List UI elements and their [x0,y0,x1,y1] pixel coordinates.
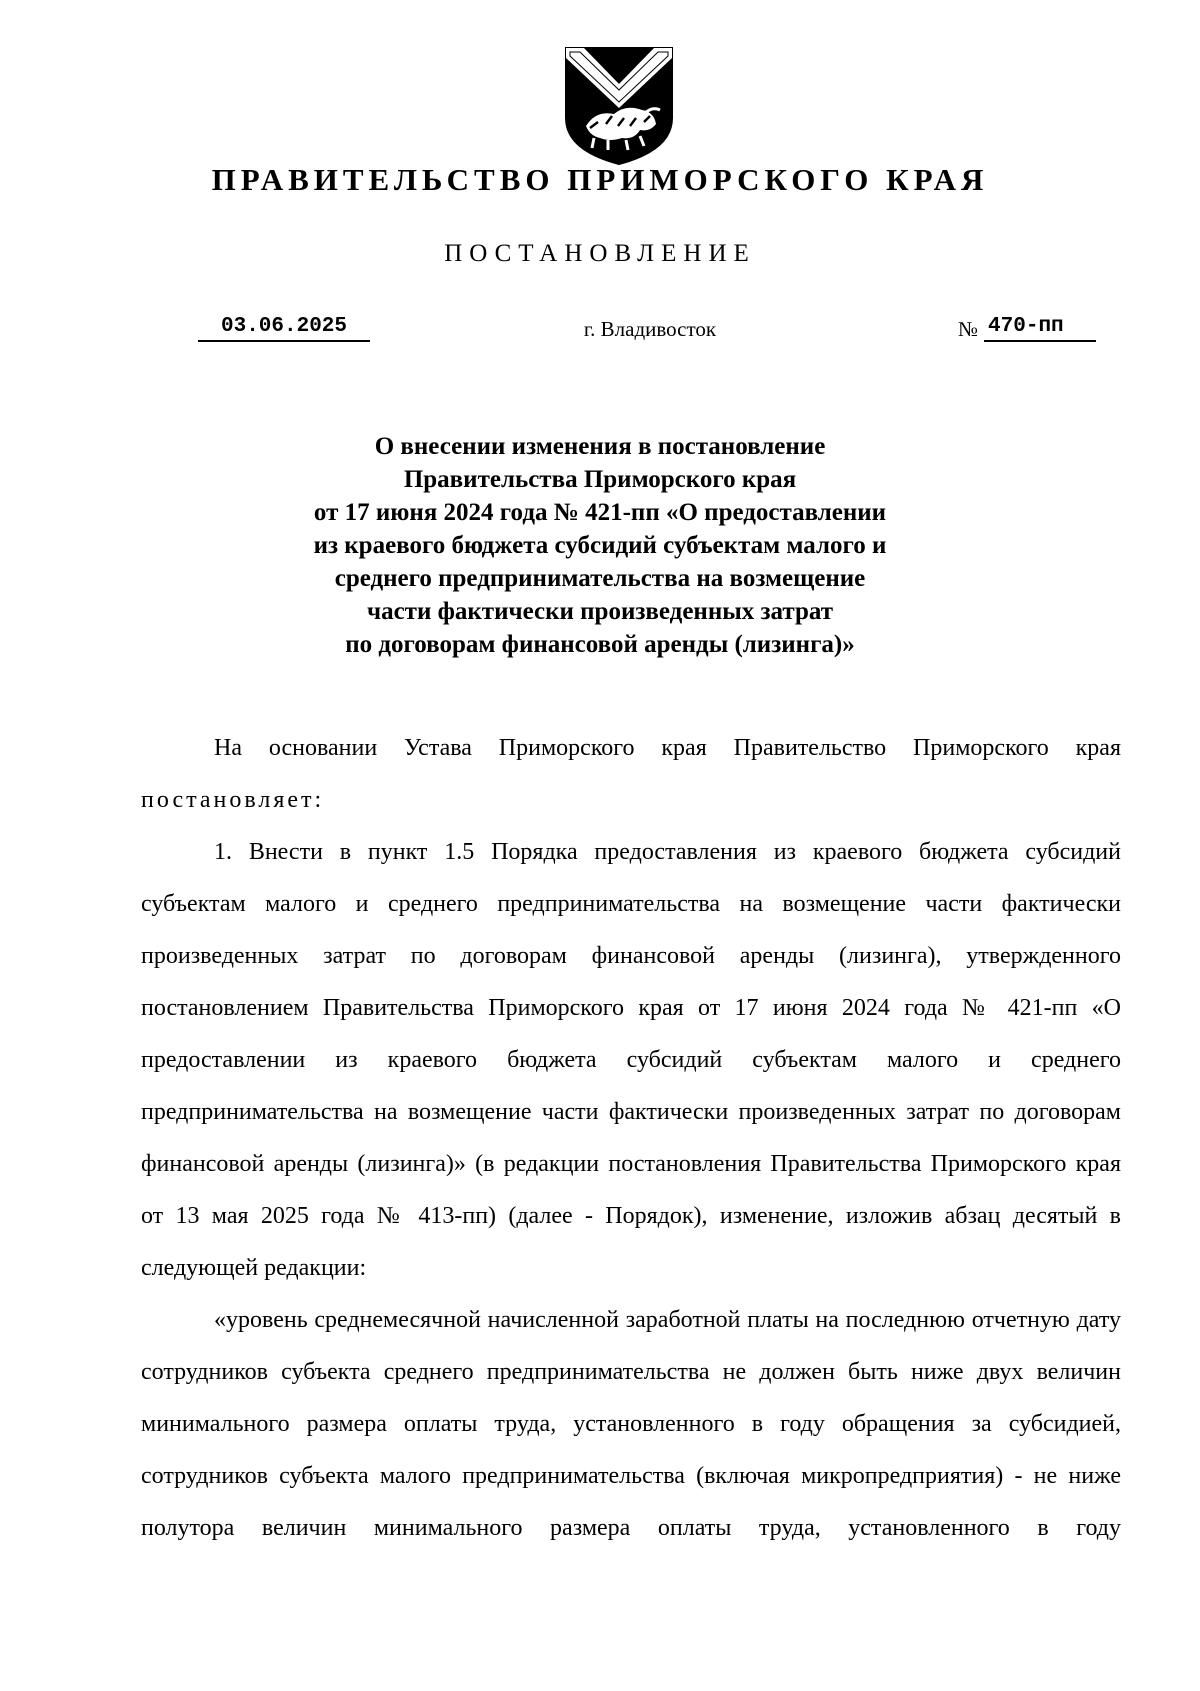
document-type: ПОСТАНОВЛЕНИЕ [444,240,756,267]
number-value: 470-пп [984,314,1096,342]
title-line: О внесении изменения в постановление [374,433,826,460]
preamble-verb: постановляет: [141,787,325,813]
preamble-text: На основании Устава Приморского края Правительство Приморского края [214,735,1121,761]
number-sign: № [958,317,979,341]
document-city: г. Владивосток [583,317,717,341]
document-date: 03.06.2025 [198,314,370,342]
quoted-text-paragraph: «уровень среднемесячной начисленной заработной платы на последнюю отчетную дату сотрудников субъекта среднего предпринимательства не должен быть ниже двух величин минимального размера оплаты труда, установленного в году обращения за субсидией, сотрудников субъекта малого предпринимательства (включая микропредприятия) - не ниже полутора величин минимального размера оплаты труда, установленного в году [141,1307,1121,1541]
title-line: из краевого бюджета субсидий субъектам малого и [313,532,887,559]
organization-name: ПРАВИТЕЛЬСТВО ПРИМОРСКОГО КРАЯ [211,162,989,197]
document-number [958,314,1096,342]
preamble-paragraph [141,722,1121,826]
title-line: Правительства Приморского края [403,466,797,493]
title-line: среднего предпринимательства на возмещение [334,565,866,592]
title-line: части фактически произведенных затрат [366,598,834,625]
primorsky-coat-of-arms-icon [560,44,678,166]
title-line: от 17 июня 2024 года № 421-пп «О предоставлении [313,499,887,526]
document-body [141,722,1121,1554]
item-1-paragraph: 1. Внести в пункт 1.5 Порядка предоставления из краевого бюджета субсидий субъектам малого и среднего предпринимательства на возмещение части фактически произведенных затрат по договорам финансовой аренды (лизинга), утвержденного постановлением Правительства Приморского края от 17 июня 2024 года № 421-пп «О предоставлении из краевого бюджета субсидий субъектам малого и среднего предпринимательства на возмещение части фактически произведенных затрат по договорам финансовой аренды (лизинга)» (в редакции постановления Правительства Приморского края от 13 мая 2025 года № 413-пп) (далее - Порядок), изменение, изложив абзац десятый в следующей редакции: [141,839,1121,1281]
document-title [150,430,1050,661]
title-line: по договорам финансовой аренды (лизинга)» [345,631,855,658]
